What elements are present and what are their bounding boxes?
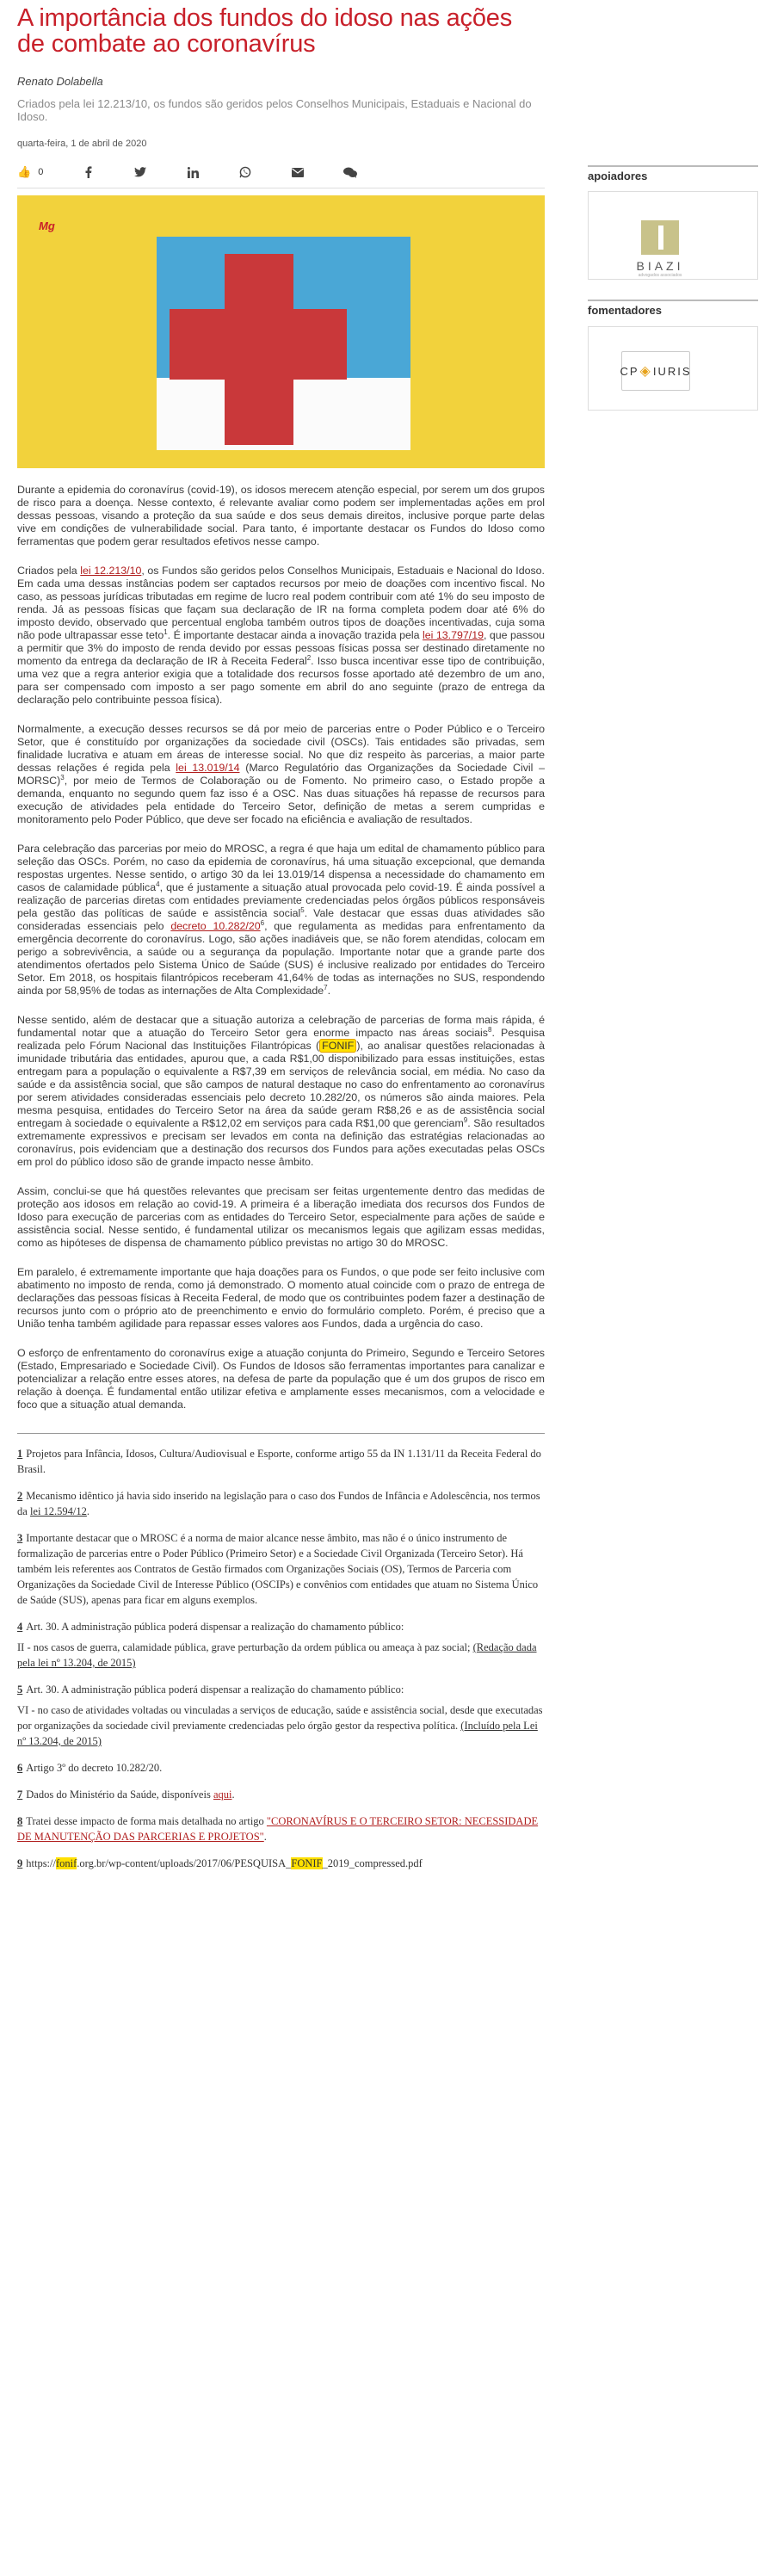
footnote-number[interactable]: 1	[17, 1448, 23, 1460]
hero-image	[17, 195, 545, 468]
footnote-number[interactable]: 7	[17, 1788, 23, 1801]
paragraph-1	[17, 484, 545, 548]
search-highlight: fonif	[55, 1857, 77, 1869]
footnote-ref[interactable]: 7	[324, 983, 328, 991]
article-link[interactable]: "CORONAVÍRUS E O TERCEIRO SETOR: NECESSIDADE DE MANUTENÇÃO DAS PARCERIAS E PROJETOS"	[17, 1815, 539, 1843]
footnote-text: .org.br/wp-content/uploads/2017/06/PESQUISA_	[77, 1857, 292, 1869]
paragraph-5	[17, 1014, 545, 1169]
law-link-12213[interactable]: lei 12.213/10	[80, 565, 142, 577]
footnote-ref[interactable]: 4	[156, 880, 160, 888]
footnote-text: .	[231, 1788, 235, 1801]
footnote-text: Art. 30. A administração pública poderá dispensar a realização do chamamento público:	[26, 1621, 404, 1633]
paragraph-text: ), ao analisar questões relacionadas à imunidade tributária das entidades, apurou que, a cada R$1,00 disponibilizado para essas instituições, estas entregam para a população o equivalente a R$7,39 em serviços de relevância social, em média. No caso da saúde e da assistência social, que são campos de natural destaque no caso do enfrentamento ao coronavírus por serem atividades consideradas essenciais pelo decreto 10.282/20, os números são ainda maiores. Pela mesma pesquisa, entidades do Terceiro Setor na área da saúde geram R$8,26 e as de assistência social entregam à sociedade o equivalente a R$12,02 em serviços para cada R$1,00 que gerenciam	[17, 1040, 545, 1129]
paragraph-text: , que regulamenta as medidas para enfrentamento da emergência decorrente do coronavírus. Logo, são ações inadiáveis que, se não forem atendidas, colocam em perigo a sobrevivência, a saúde ou a segurança da população. Importante notar que a grande parte dos atendimentos ofertados pelo Sistema Único de Saúde (SUS) é inclusive realizado por entidades do Terceiro Setor. Em 2018, os hospitais filantrópicos receberam 41,64% de todas as internações no SUS, respondendo ainda por 58,95% de todas as internações de Alta Complexidade	[17, 920, 545, 997]
law-link-12594[interactable]: lei 12.594/12	[29, 1505, 87, 1517]
decree-link-10282[interactable]: decreto 10.282/20	[170, 920, 261, 932]
paragraph-text: . É importante destacar ainda a inovação trazida pela	[167, 629, 423, 641]
paragraph-text: . Vale destacar que essas duas atividades são consideradas essenciais pelo	[17, 907, 546, 932]
paragraph-text: . Isso busca incentivar esse tipo de contribuição, uma vez que a regra anterior exigia que a totalidade dos recursos fosse aportado até dezembro de um ano, para ser compensado com imposto a ser pago somente em abril do ano seguinte (prazo de entrega da declaração pelo contribuinte pessoa física).	[17, 655, 545, 706]
paragraph-text: Normalmente, a execução desses recursos se dá por meio de parcerias entre o Poder Público e o Terceiro Setor, que é constituído por organizações da sociedade civil (OSCs). Tais entidades são privadas, sem finalidade lucrativa e atuam em áreas de interesse social. No que diz respeito às parcerias, a maior parte dessas relações é regida pela	[17, 723, 545, 774]
footnote-4	[17, 1619, 545, 1634]
search-highlight: FONIF	[319, 1039, 356, 1053]
footnote-text: .	[263, 1831, 267, 1843]
footnote-text: https://	[26, 1857, 56, 1869]
footnote-text: Projetos para Infância, Idosos, Cultura/Audiovisual e Esporte, conforme artigo 55 da IN 1.131/11 da Receita Federal do Brasil.	[17, 1448, 541, 1475]
linkedin-icon[interactable]	[181, 160, 205, 184]
footnote-number[interactable]: 6	[17, 1762, 23, 1774]
paragraph-text: Assim, conclui-se que há questões relevantes que precisam ser feitas urgentemente dentro das medidas de proteção aos idosos em relação ao covid-19. A primeira é a liberação imediata dos recursos dos Fundos de Idoso para execução de parcerias com as entidades do Terceiro Setor, especialmente para ações de saúde e assistência social. Nesse sentido, é fundamental utilizar os mecanismos legais que agilizam essas medidas, como as hipóteses de dispensa de chamamento público previstas no artigo 30 do MROSC.	[17, 1185, 545, 1249]
article-body	[17, 484, 545, 1412]
like-count: 0	[38, 167, 44, 177]
paragraph-text: , os Fundos são geridos pelos Conselhos Municipais, Estaduais e Nacional do Idoso. Em cada uma dessas instâncias podem ser captados recursos por meio de doações com incentivo fiscal. No caso, as pessoas jurídicas tributadas em regime de lucro real podem contribuir com até 1% do seu imposto de renda. Já as pessoas físicas que façam sua declaração de IR na forma completa podem doar até 6% do imposto devido, observado que percentual engloba também outros tipos de doações incentivadas, cuja soma não pode ultrapassar esse teto	[17, 565, 545, 641]
comments-icon[interactable]	[338, 160, 362, 184]
like-button[interactable]	[17, 165, 53, 179]
footnote-text: Mecanismo idêntico já havia sido inserido na legislação para o caso dos Fundos de Infância e Adolescência, nos termos da	[17, 1490, 540, 1517]
footnote-ref[interactable]: 5	[300, 905, 305, 914]
paragraph-7	[17, 1266, 545, 1331]
sidebar	[588, 165, 758, 411]
data-link[interactable]: aqui	[213, 1788, 232, 1801]
article-title: A importância dos fundos do idoso nas ações de combate ao coronavírus	[17, 4, 512, 58]
footnotes-divider	[17, 1433, 545, 1434]
paragraph-text: , que passou a permitir que 3% do imposto de renda devido por essas pessoas físicas possa ser destinado diretamente no momento da entrega da declaração de IR à Receita Federal	[17, 629, 545, 667]
footnote-number[interactable]: 4	[17, 1621, 23, 1633]
paragraph-6	[17, 1185, 545, 1250]
supporter-name: BIAZI	[636, 259, 684, 273]
publication-logo: Mg	[39, 219, 55, 232]
paragraph-text: Nesse sentido, além de destacar que a situação autoriza a celebração de parcerias de forma mais rápida, é fundamental notar que a atuação do Terceiro Setor gera enorme impacto nas áreas sociais	[17, 1014, 545, 1039]
sponsor-logo-left: CP	[620, 364, 639, 378]
share-bar	[17, 157, 545, 188]
footnote-text: _2019_compressed.pdf	[322, 1857, 423, 1869]
biazi-mark-icon	[641, 220, 679, 255]
law-link-13019[interactable]: lei 13.019/14	[176, 762, 240, 774]
footnote-5	[17, 1682, 545, 1697]
footnote-3	[17, 1530, 545, 1608]
supporters-title: apoiadores	[588, 165, 758, 186]
footnote-7	[17, 1787, 545, 1802]
paragraph-2	[17, 565, 545, 707]
search-highlight: FONIF	[291, 1857, 323, 1869]
supporter-card[interactable]	[588, 191, 758, 280]
paragraph-text: Em paralelo, é extremamente importante que haja doações para os Fundos, o que pode ser feito inclusive com abatimento no imposto de renda, como já demonstrado. O momento atual coincide com o prazo de entrega de declarações das pessoas físicas à Receita Federal, de modo que os contribuintes podem fazer a destinação de recursos junto com o próprio ato de preenchimento e envio do formulário completo. Porém, é preciso que a União tenha também agilidade para repassar esses valores aos Fundos, dada a urgência do caso.	[17, 1266, 545, 1330]
email-icon[interactable]	[286, 160, 310, 184]
footnote-4-detail	[17, 1640, 545, 1671]
footnote-ref[interactable]: 1	[164, 627, 168, 636]
law-link-13204[interactable]: (Redação dada pela lei nº 13.204, de 2015)	[17, 1641, 537, 1669]
footnote-ref[interactable]: 3	[60, 773, 65, 781]
supporter-subtitle: advogados associados	[638, 273, 682, 278]
paragraph-text: Criados pela	[17, 565, 81, 577]
paragraph-text: , que é justamente a situação atual provocada pelo covid-19. É ainda possível a realização de parcerias diretas com entidades previamente credenciadas pelos órgãos públicos responsáveis pela gestão das políticas de saúde e assistência social	[17, 881, 545, 919]
whatsapp-icon[interactable]	[233, 160, 257, 184]
sponsor-logo[interactable]	[621, 351, 690, 391]
paragraph-text: . São resultados extremamente expressivos e precisam ser levados em conta na definição das estratégias relacionadas ao coronavírus, pois evidenciam que a destinação dos recursos dos Fundos para ações executadas pelas OSCs em prol do público idoso são de grande impacto nesse âmbito.	[17, 1117, 546, 1168]
footnote-text: Dados do Ministério da Saúde, disponíveis	[26, 1788, 213, 1801]
paragraph-text: (Marco Regulatório das Organizações da Sociedade Civil – MORSC)	[17, 762, 545, 787]
footnote-text: Art. 30. A administração pública poderá dispensar a realização do chamamento público:	[26, 1683, 404, 1696]
footnote-1	[17, 1446, 545, 1477]
footnote-ref[interactable]: 2	[306, 653, 312, 662]
footnote-number[interactable]: 3	[17, 1532, 23, 1544]
footnote-ref[interactable]: 9	[463, 1115, 468, 1124]
twitter-icon[interactable]	[128, 160, 152, 184]
red-cross-bar	[170, 309, 347, 380]
footnote-9	[17, 1856, 545, 1871]
footnote-5-detail	[17, 1702, 545, 1749]
law-link-13797[interactable]: lei 13.797/19	[423, 629, 484, 641]
article	[17, 5, 545, 1882]
paragraph-text: O esforço de enfrentamento do coronavírus exige a atuação conjunta do Primeiro, Segundo e Terceiro Setores (Estado, Empresariado e Sociedade Civil). Os Fundos de Idosos são ferramentas importantes para canalizar e potencializar a relação entre esses atores, na defesa de parte da população que é um dos grupos de risco em relação à doença. É fundamental então utilizar efetiva e amplamente esses mecanismos, com a velocidade e foco que a situação atual demanda.	[17, 1347, 545, 1411]
thumbs-up-icon: 👍	[17, 165, 32, 178]
paragraph-3	[17, 723, 545, 826]
footnote-6	[17, 1760, 545, 1776]
footnote-number[interactable]: 8	[17, 1815, 23, 1827]
footnote-2	[17, 1488, 545, 1519]
footnote-number[interactable]: 9	[17, 1857, 23, 1869]
footnote-text: II - nos casos de guerra, calamidade pública, grave perturbação da ordem pública ou ameaça à paz social;	[17, 1641, 473, 1653]
article-author[interactable]: Renato Dolabella	[17, 75, 103, 88]
facebook-icon[interactable]	[76, 160, 100, 184]
footnote-8	[17, 1813, 545, 1844]
footnote-ref[interactable]: 8	[488, 1025, 492, 1034]
sponsor-logo-right: IURIS	[652, 364, 692, 378]
paragraph-text: .	[327, 985, 331, 997]
paragraph-4	[17, 843, 545, 998]
article-lead: Criados pela lei 12.213/10, os fundos são geridos pelos Conselhos Municipais, Estaduais e Nacional do Idoso.	[17, 97, 532, 123]
footnote-text: Tratei desse impacto de forma mais detalhada no artigo	[26, 1815, 267, 1827]
sponsor-card[interactable]	[588, 326, 758, 411]
footnotes	[17, 1446, 545, 1871]
paragraph-text: , por meio de Termos de Colaboração ou de Fomento. No primeiro caso, o Estado propõe a demanda, enquanto no segundo quem faz isso é a OSC. Nas duas situações há repasse de recursos para execução de atividades pela entidade do Terceiro Setor, definição de metas a serem cumpridas e monitoramento pelo Poder Público, que deve ser focado na eficiência e avaliação de resultados.	[17, 775, 545, 825]
footnote-number[interactable]: 5	[17, 1683, 23, 1696]
article-date: quarta-feira, 1 de abril de 2020	[17, 139, 147, 149]
supporter-logo[interactable]	[626, 220, 694, 278]
footnote-text: Importante destacar que o MROSC é a norma de maior alcance nesse âmbito, mas não é o único instrumento de formalização de parcerias entre o Poder Público (Primeiro Setor) e a Sociedade Civil Organizada (Terceiro Setor). Há também leis referentes aos Contratos de Gestão firmados com Organizações Sociais (OS), Termos de Parceria com Organizações da Sociedade Civil de Interesse Público (OSCIPs) e convênios com entidades que atuam no Sistema Único de Saúde (SUS), apenas para ficar em alguns exemplos.	[17, 1532, 539, 1606]
paragraph-text: Durante a epidemia do coronavírus (covid-19), os idosos merecem atenção especial, por serem um dos grupos de risco para a doença. Nesse contexto, é relevante avaliar como podem ser implementadas ações em prol dessas pessoas, visando a proteção da sua saúde e dos seus demais direitos, inclusive porque parte delas vive em condições de vulnerabilidade social. Para tanto, é importante destacar os Fundos do Idoso como ferramentas que podem gerar resultados efetivos nesse campo.	[17, 484, 545, 547]
sponsors-title: fomentadores	[588, 300, 758, 320]
paragraph-8	[17, 1347, 545, 1412]
law-link-13204-b[interactable]: (Incluído pela Lei nº 13.204, de 2015)	[17, 1720, 538, 1747]
footnote-text: .	[86, 1505, 90, 1517]
sponsor-logo-icon: ◈	[639, 364, 652, 379]
paragraph-text: Para celebração das parcerias por meio do MROSC, a regra é que haja um edital de chamamento público para seleção das OSCs. Porém, no caso da epidemia de coronavírus, há uma situação excepcional, que demanda respostas urgentes. Nesse sentido, o artigo 30 da lei 13.019/14 dispensa a necessidade do chamamento em casos de calamidade pública	[17, 843, 545, 893]
paragraph-text: . Pesquisa realizada pelo Fórum Nacional das Instituições Filantrópicas (	[17, 1027, 545, 1052]
footnote-ref[interactable]: 6	[260, 918, 265, 927]
footnote-text: VI - no caso de atividades voltadas ou vinculadas a serviços de educação, saúde e assistência social, desde que executadas por organizações da sociedade civil previamente credenciadas pelo órgão gestor da respectiva política.	[17, 1704, 543, 1732]
footnote-text: Artigo 3º do decreto 10.282/20.	[26, 1762, 163, 1774]
footnote-number[interactable]: 2	[17, 1490, 23, 1502]
